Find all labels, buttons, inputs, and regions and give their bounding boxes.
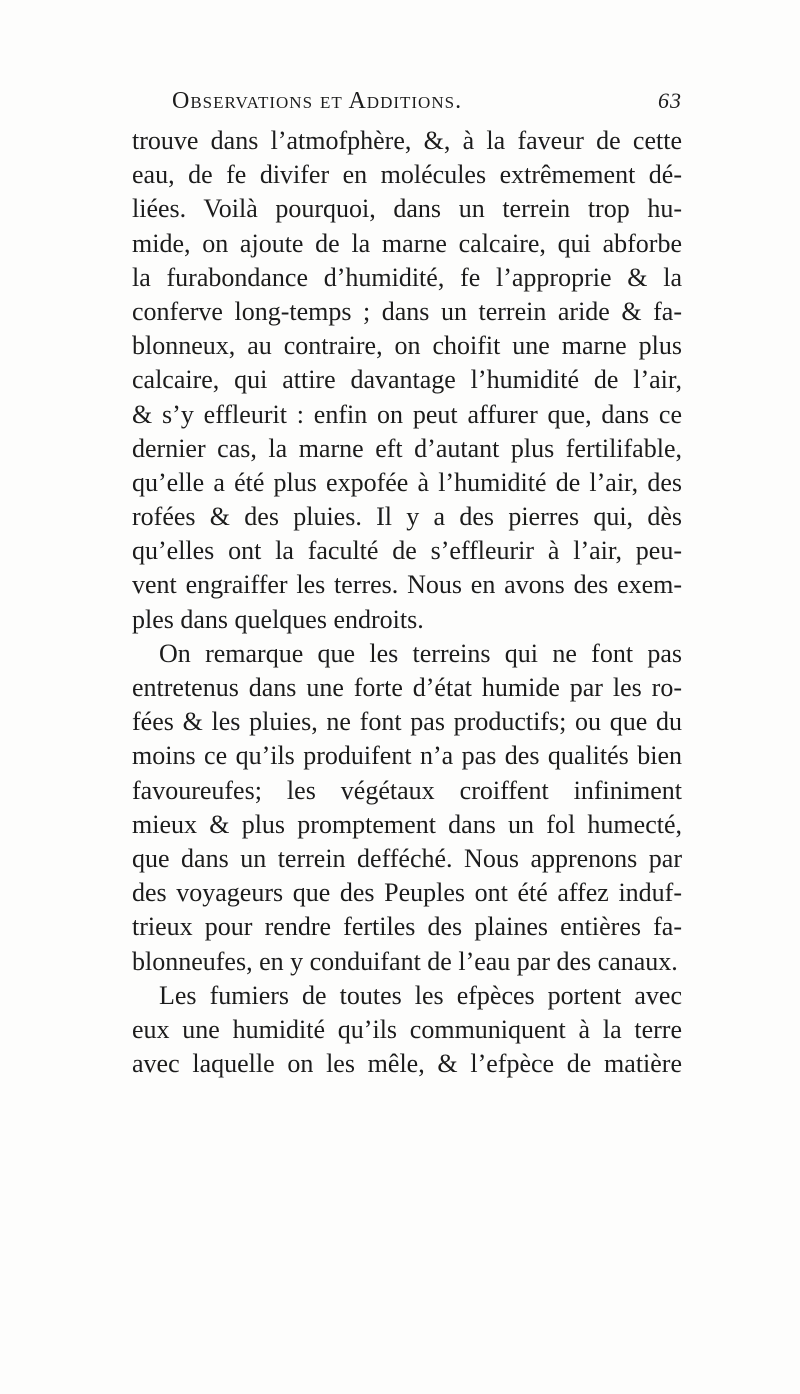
- text-line: avec laquelle on les mêle, & l’efpèce de matière: [132, 1049, 682, 1079]
- text-line: rofées & des pluies. Il y a des pierres qui, dès: [132, 502, 682, 532]
- text-line: trouve dans l’atmofphère, &, à la faveur de cette: [132, 126, 682, 155]
- text-line: favoureufes; les végétaux croiffent infiniment: [132, 775, 682, 805]
- text-line: vent engraiffer les terres. Nous en avons des exem-: [132, 570, 682, 600]
- text-line: moins ce qu’ils produifent n’a pas des qualités bien: [132, 741, 682, 771]
- text-line: conferve long-temps ; dans un terrein aride & fa-: [132, 296, 682, 326]
- running-header: [172, 88, 682, 118]
- text-line: blonneux, au contraire, on choifit une marne plus: [132, 331, 682, 361]
- text-line: liées. Voilà pourquoi, dans un terrein trop hu-: [132, 194, 682, 224]
- header-title: Observations et Additions.: [172, 88, 463, 114]
- text-line: ples dans quelques endroits.: [132, 604, 424, 634]
- text-line: la furabondance d’humidité, fe l’approprie & la: [132, 262, 682, 292]
- text-line: que dans un terrein defféché. Nous apprenons par: [132, 843, 682, 873]
- text-line: entretenus dans une forte d’état humide par les ro-: [132, 673, 682, 702]
- text-line: eau, de fe divifer en molécules extrêmement dé-: [132, 160, 682, 190]
- text-line: On remarque que les terreins qui ne font pas: [159, 638, 682, 668]
- text-line: mide, on ajoute de la marne calcaire, qui abforbe: [132, 228, 682, 258]
- text-line: Les fumiers de toutes les efpèces portent avec: [159, 980, 682, 1010]
- text-line: qu’elles ont la faculté de s’effleurir à l’air, peu-: [132, 536, 682, 566]
- text-line: des voyageurs que des Peuples ont été affez induf-: [132, 878, 682, 908]
- text-line: & s’y effleurit : enfin on peut affurer que, dans ce: [132, 399, 682, 429]
- text-line: mieux & plus promptement dans un fol humecté,: [132, 809, 682, 839]
- text-line: qu’elle a été plus expofée à l’humidité de l’air, des: [132, 467, 682, 497]
- body-text: [132, 124, 682, 1081]
- page-number: 63: [658, 88, 682, 113]
- text-line: fées & les pluies, ne font pas productifs; ou que du: [132, 707, 682, 737]
- text-line: calcaire, qui attire davantage l’humidité de l’air,: [132, 365, 682, 395]
- text-line: trieux pour rendre fertiles des plaines entières fa-: [132, 912, 682, 942]
- text-line: blonneufes, en y conduifant de l’eau par des canaux.: [132, 946, 678, 976]
- text-line: dernier cas, la marne eft d’autant plus fertilifable,: [132, 433, 682, 463]
- text-line: eux une humidité qu’ils communiquent à la terre: [132, 1014, 682, 1044]
